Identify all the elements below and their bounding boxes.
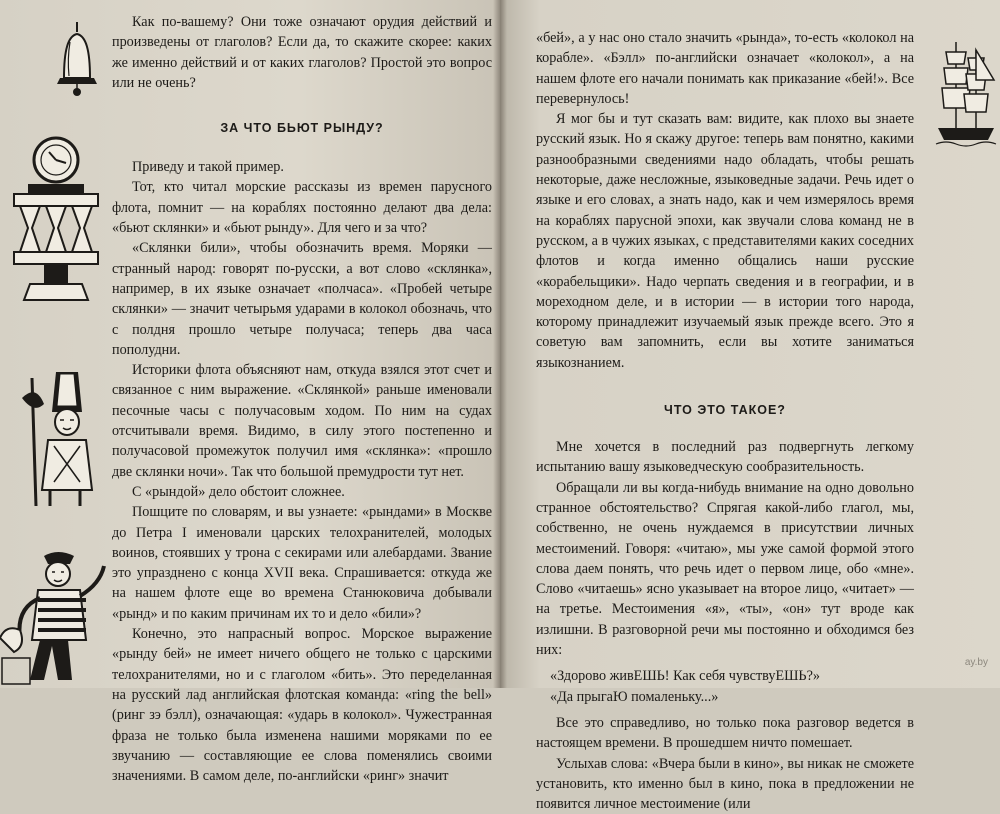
section-heading-rynda: ЗА ЧТО БЬЮТ РЫНДУ? <box>112 121 492 135</box>
paragraph: С «рындой» дело обстоит сложнее. <box>112 482 492 502</box>
paragraph: Историки флота объясняют нам, откуда взялся этот счет и связанное с ним выражение. «Склянкой» раньше именовали песочные часы с получасовым ходом. По ним на судах отсчитывали время. Видимо, в силу этого постепенно и получасовой промежуток получил имя «склянка»: «прошло две склянки ночи». Так что большой премудрости тут нет. <box>112 360 492 482</box>
paragraph: Мне хочется в последний раз подвергнуть легкому испытанию вашу языковедческую сообразительность. <box>536 437 914 478</box>
paragraph: «Склянки били», чтобы обозначить время. Моряки — странный народ: говорят по-русски, а вот слово «склянка», например, в их языке означает «полчаса». «Пробей четыре склянки» — значит четырьмя ударами в колокол обозначь, что с полдня прошло четыре получаса; теперь два часа пополудни. <box>112 238 492 360</box>
paragraph: Пошците по словарям, и вы узнаете: «рындами» в Москве до Петра I именовали царских телохранителей, молодых воинов, стоявших у трона с секирами или алебардами. Звание это упразднено с конца XVII века. Спрашивается: откуда же на нашем флоте еще во времена Станюковича добывали «рынд» и по каким причинам их то и дело «били»? <box>112 502 492 624</box>
right-text-column <box>536 28 914 814</box>
quote-line: «Да прыгаЮ помаленьку...» <box>536 687 914 707</box>
sailing-ship-icon <box>936 36 996 148</box>
paragraph: Конечно, это напрасный вопрос. Морское выражение «рынду бей» не имеет ничего общего не только с царскими телохранителями, но и с глаголом «бить». Это переделанная на русский лад английская флотская команда: «ring the bell» (ринг зэ бэлл), означающая: «ударь в колокол». Чужестранная фраза не только была изменена нашими моряками по ее звучанию — составляющие ее слова поменялись своими значениями. В самом деле, по-английски «ринг» значит <box>112 624 492 786</box>
section-heading-what-is-it: ЧТО ЭТО ТАКОЕ? <box>536 403 914 417</box>
rynda-guard-figure-icon <box>20 368 104 508</box>
watermark: ay.by <box>965 657 988 668</box>
hourglass-clock-icon <box>10 130 102 305</box>
paragraph: Все это справедливо, но только пока разговор ведется в настоящем времени. В прошедшем ничто помешает. <box>536 713 914 754</box>
quote-line: «Здорово живЕШЬ! Как себя чувствуЕШЬ?» <box>536 666 914 686</box>
left-page <box>0 0 500 688</box>
paragraph: «бей», а у нас оно стало значить «рында», то-есть «колокол на корабле». «Бэлл» по-английски означает «колокол», а на нашем флоте его начали понимать как приказание «бей!». Все перевернулось! <box>536 28 914 109</box>
paragraph: Тот, кто читал морские рассказы из времен парусного флота, помнит — на кораблях постоянно делают два дела: «бьют склянки» и «бьют рынду». Для чего и за что? <box>112 177 492 238</box>
book-gutter <box>493 0 507 688</box>
paragraph: Обращали ли вы когда-нибудь внимание на одно довольно странное обстоятельство? Спрягая какой-либо глагол, мы, собственно, не очень нуждаемся в присутствии личных местоимений. Говоря: «читаю», мы уже самой формой этого слова даем понять, что речь идет о первом лице, обо «мне». Слово «читаешь» ясно указывает на второе лицо, «читает» — на третье. Местоимения «я», «ты», «он» тут вроде как излишни. В разговорной речи мы постоянно и обходимся без них: <box>536 478 914 661</box>
sailor-ringing-bell-icon <box>0 548 108 686</box>
right-page <box>500 0 1000 688</box>
paragraph: Я мог бы и тут сказать вам: видите, как плохо вы знаете русский язык. Но я скажу другое: теперь вам понятно, какими разнообразными сведениями надо обладать, чтобы решать некоторые, даже несложные, языковедные задачи. Речь идет о языке и его словах, а знать надо, как и чем измерялось время на кораблях парусной эпохи, как звучали слова команд не в русском, а в чужих языках, с представителями каких соседних флотов и когда именно общались наши русские «корабельщики». Надо черпать сведения и в географии, и в мореходном деле, и в истории — в истории того народа, которому принадлежит изучаемый язык прежде всего. Это я советую вам запомнить, если вы хотите заниматься языкознанием. <box>536 109 914 373</box>
paragraph: Услыхав слова: «Вчера были в кино», вы никак не сможете установить, кто именно был в кино, пока в предложении не появится личное местоимение (или <box>536 754 914 814</box>
bell-icon <box>52 20 102 100</box>
paragraph: Приведу и такой пример. <box>112 157 492 177</box>
left-text-column <box>112 12 492 786</box>
intro-paragraph: Как по-вашему? Они тоже означают орудия действий и произведены от глаголов? Если да, то скажите скорее: каких же именно действий и от каких глаголов? Простой это вопрос или не очень? <box>112 12 492 93</box>
